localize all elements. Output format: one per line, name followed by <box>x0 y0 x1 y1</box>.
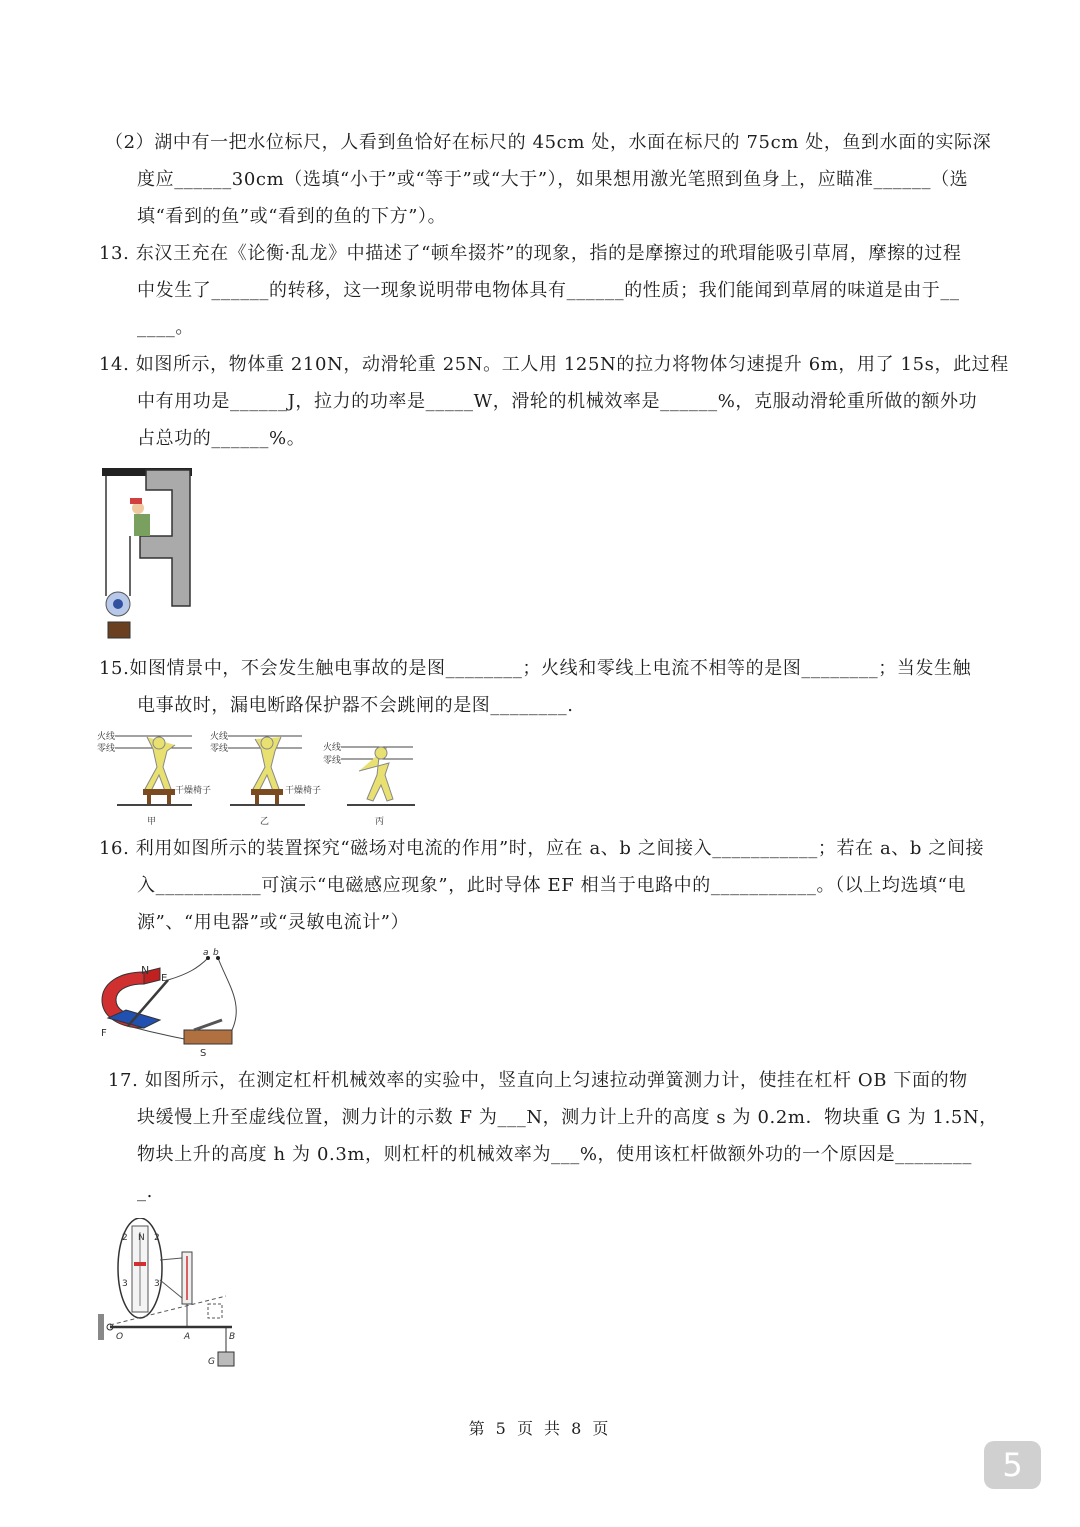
q17-line-3: 物块上升的高度 h 为 0.3m，则杠杆的机械效率为___%，使用该杠杆做额外功的一个原因是________ <box>137 1144 972 1165</box>
neutral-label-jia: 零线 <box>97 744 116 754</box>
pulley-figure <box>100 466 196 642</box>
scene-jia <box>97 730 211 827</box>
page-footer: 第 5 页 共 8 页 <box>468 1419 612 1438</box>
q17-line-4: _. <box>137 1181 153 1202</box>
tick-3-label: 3 <box>122 1279 128 1289</box>
q15-line-1: 15.如图情景中，不会发生触电事故的是图________；火线和零线上电流不相等的是图________；当发生触 <box>99 658 972 679</box>
q16-line-1: 16. 利用如图所示的装置探究“磁场对电流的作用”时，应在 a、b 之间接入___________；若在 a、b 之间接 <box>99 838 985 859</box>
q13-line-1: 13. 东汉王充在《论衡·乱龙》中描述了“顿牟掇芥”的现象，指的是摩擦过的玳瑁能吸引草屑，摩擦的过程 <box>99 243 962 264</box>
point-a-label: A <box>184 1332 191 1342</box>
neutral-label-yi: 零线 <box>210 744 229 754</box>
neutral-label-bing: 零线 <box>323 756 342 766</box>
q17-line-2: 块缓慢上升至虚线位置，测力计的示数 F 为___N，测力计上升的高度 s 为 0.2m．物块重 G 为 1.5N， <box>137 1107 998 1128</box>
q12-line-1: （2）湖中有一把水位标尺，人看到鱼恰好在标尺的 45cm 处，水面在标尺的 75cm 处，鱼到水面的实际深 <box>105 132 992 153</box>
scale-n-label: N <box>138 1233 145 1243</box>
switch-s-label: S <box>200 1048 207 1059</box>
caption-jia: 甲 <box>147 817 157 827</box>
q14-line-1: 14. 如图所示，物体重 210N，动滑轮重 25N。工人用 125N的拉力将物体匀速提升 6m，用了 15s，此过程 <box>99 354 1009 375</box>
q14-line-2: 中有用功是______J，拉力的功率是_____W，滑轮的机械效率是______%，克服动滑轮重所做的额外功 <box>137 391 978 412</box>
live-label-jia: 火线 <box>97 732 116 742</box>
scene-yi <box>210 730 321 827</box>
terminal-a-label: a <box>203 948 209 958</box>
chair-label-yi: 干燥椅子 <box>285 786 322 796</box>
lever-figure <box>98 1218 243 1368</box>
q16-line-3: 源”、“用电器”或“灵敏电流计”） <box>137 912 410 933</box>
tick-2-label: 2 <box>122 1233 128 1243</box>
live-label-yi: 火线 <box>210 732 229 742</box>
point-e-label: E <box>161 973 168 984</box>
q13-line-2: 中发生了______的转移，这一现象说明带电物体具有______的性质；我们能闻到草屑的味道是由于__ <box>137 280 960 301</box>
point-o-label: O <box>116 1332 124 1342</box>
page-number-badge: 5 <box>984 1441 1041 1489</box>
q13-line-3: ____。 <box>137 317 194 338</box>
q15-line-2: 电事故时，漏电断路保护器不会跳闸的是图________. <box>137 695 574 716</box>
weight-g-label: G <box>208 1357 215 1367</box>
scene-bing <box>323 741 415 827</box>
q16-line-2: 入___________可演示“电磁感应现象”，此时导体 EF 相当于电路中的___________。（以上均选填“电 <box>137 875 967 896</box>
q12-line-2: 度应______30cm（选填“小于”或“等于”或“大于”），如果想用激光笔照到鱼身上，应瞄准______（选 <box>137 169 969 190</box>
magnet-apparatus-figure <box>98 944 248 1060</box>
caption-bing: 丙 <box>375 817 385 827</box>
q17-line-1: 17. 如图所示，在测定杠杆机械效率的实验中，竖直向上匀速拉动弹簧测力计，使挂在杠杆 OB 下面的物 <box>108 1070 968 1091</box>
q14-line-3: 占总功的______%。 <box>137 428 306 449</box>
caption-yi: 乙 <box>260 817 270 827</box>
electric-shock-figure <box>97 727 422 827</box>
point-b-label: B <box>229 1332 236 1342</box>
tick-3-right-label: 3 <box>154 1279 160 1289</box>
chair-label-jia: 干燥椅子 <box>175 786 212 796</box>
magnet-n-label: N <box>141 964 150 977</box>
terminal-b-label: b <box>213 948 219 958</box>
tick-2-right-label: 2 <box>154 1233 160 1243</box>
live-label-bing: 火线 <box>323 743 342 753</box>
q12-line-3: 填“看到的鱼”或“看到的鱼的下方”）。 <box>137 206 447 227</box>
point-f-label: F <box>101 1028 107 1039</box>
